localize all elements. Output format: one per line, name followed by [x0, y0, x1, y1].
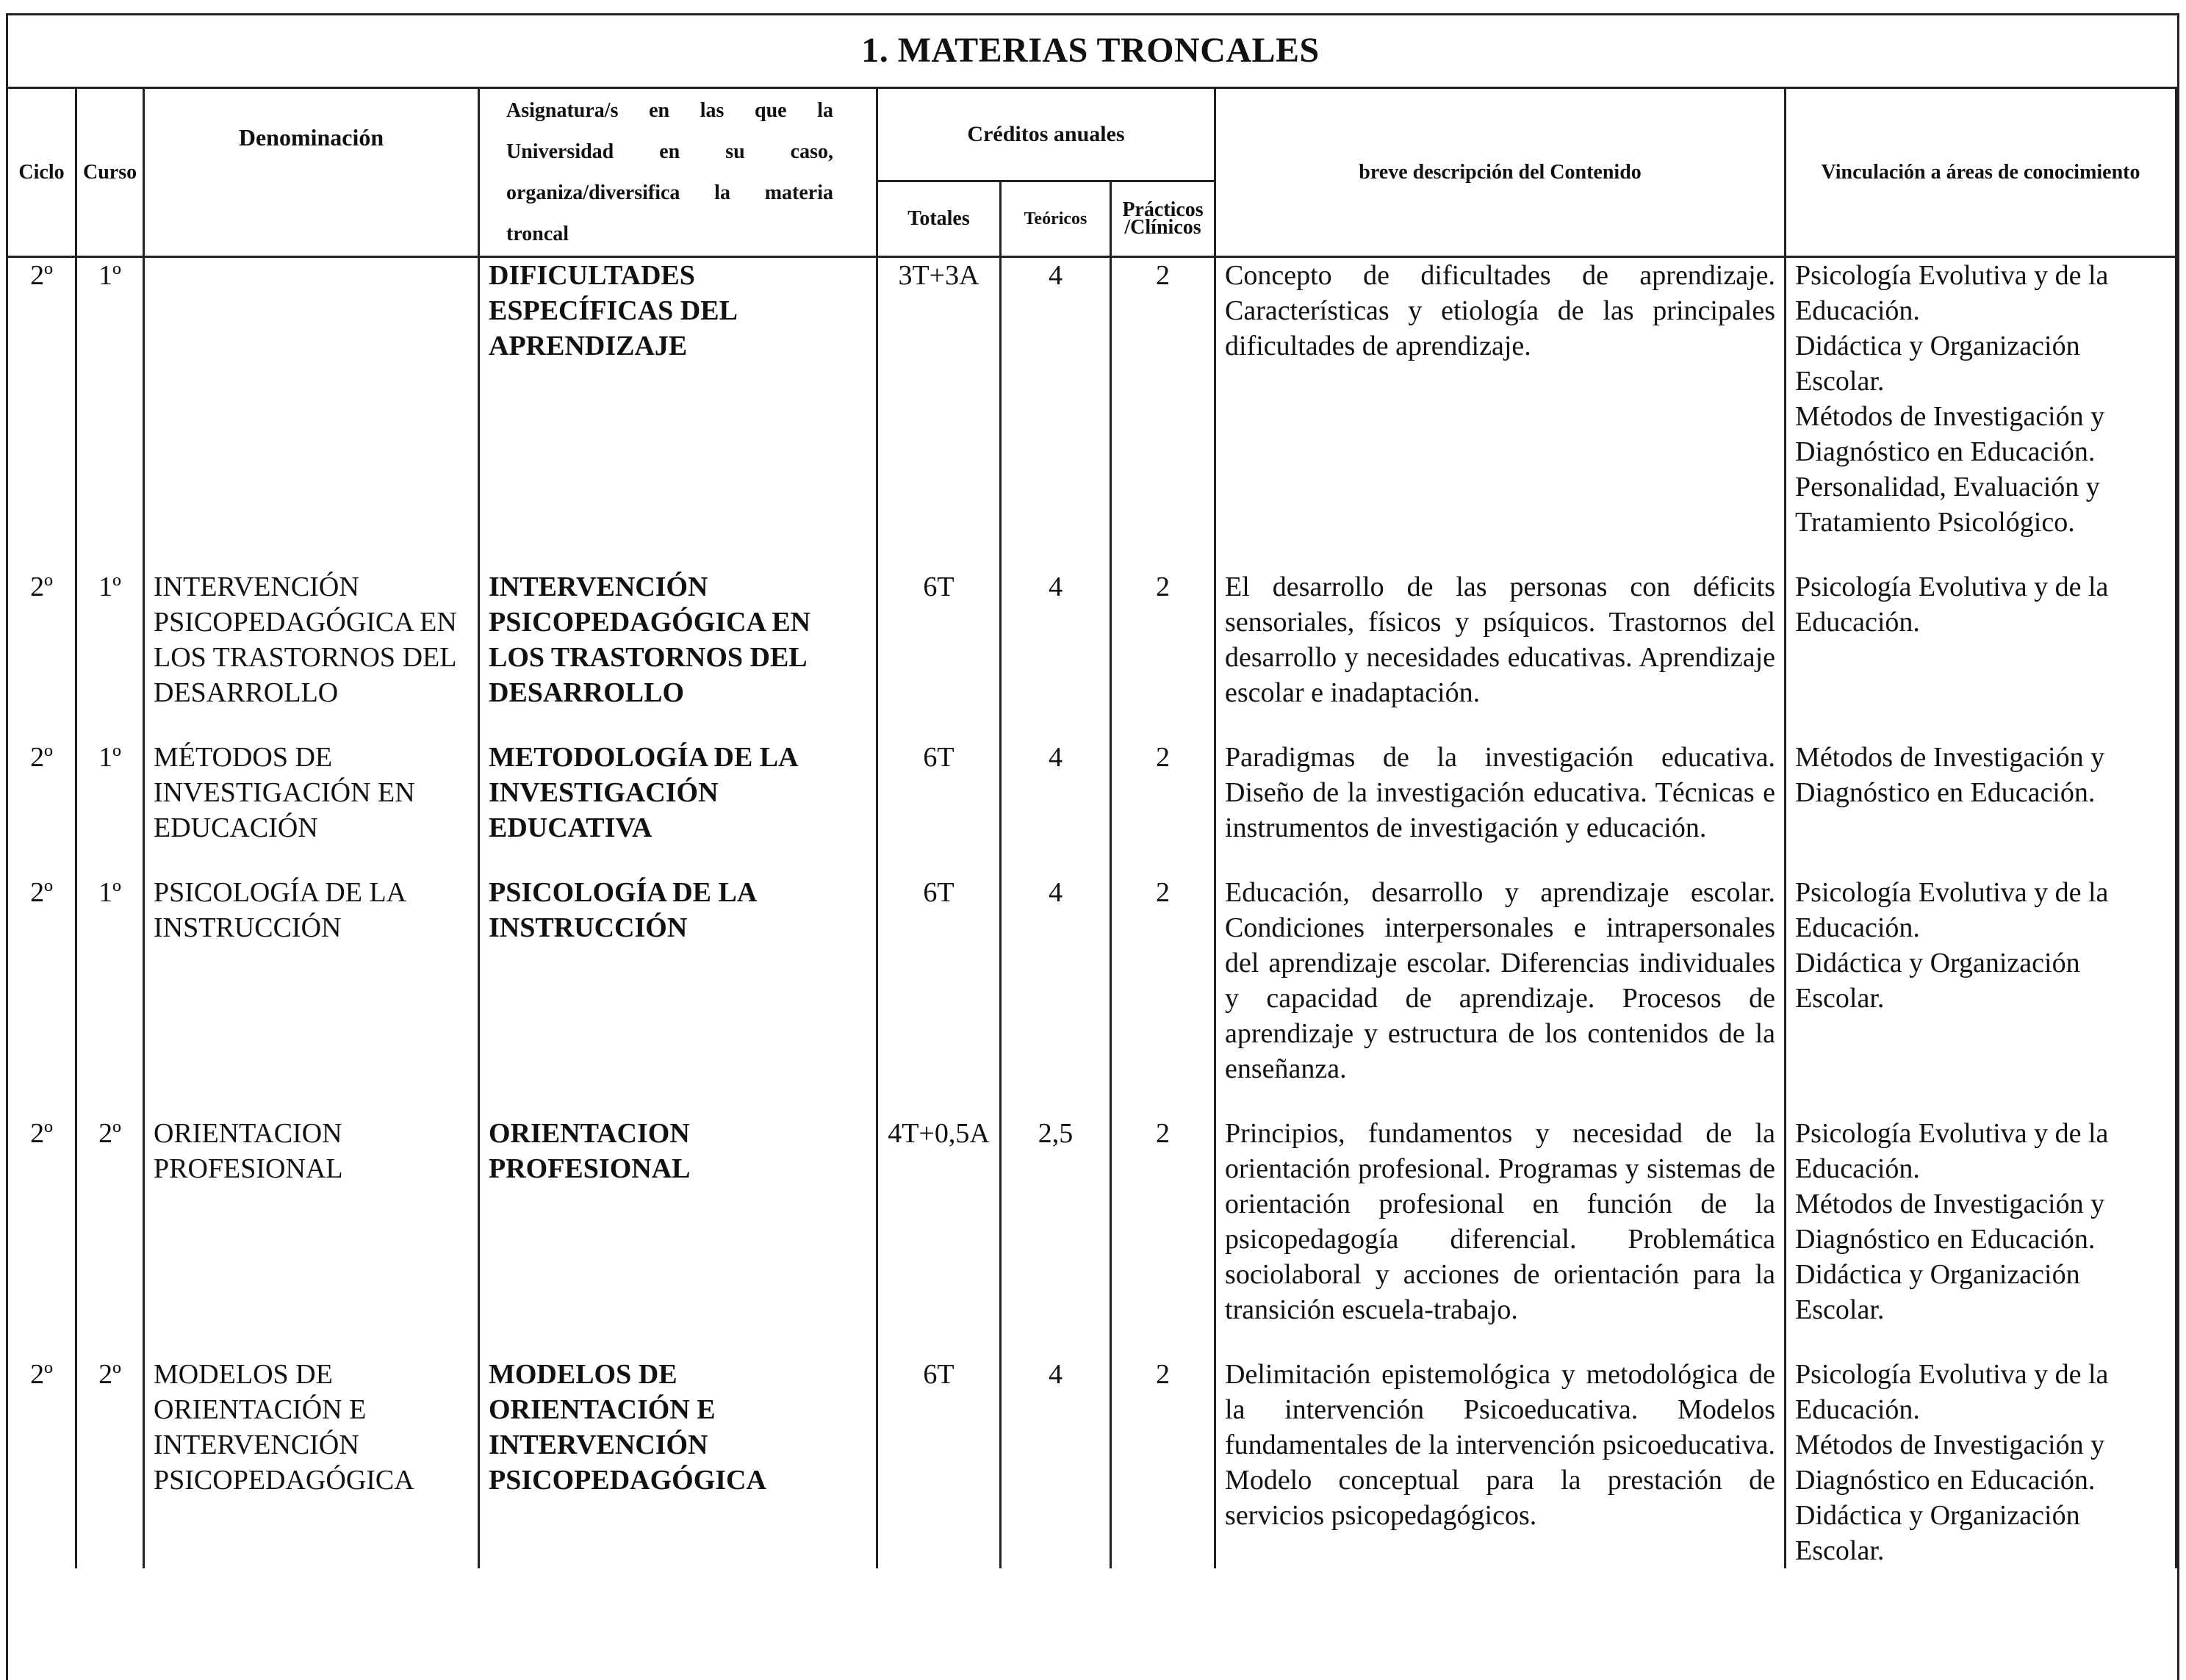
- cell-areas: [1786, 1357, 2176, 1568]
- row-spacer: [7, 710, 2176, 740]
- cell-denominacion: MÉTODOS DE INVESTIGACIÓN EN EDUCACIÓN: [144, 740, 479, 846]
- cell-practicos: 2: [1111, 257, 1215, 541]
- title-row: [6, 13, 2175, 89]
- cell-curso: 2º: [76, 1116, 144, 1327]
- header-asignatura: Asignatura/s en las que la Universidad en su caso, organiza/diversifica la materia troncal: [479, 88, 877, 257]
- cell-descripcion: Principios, fundamentos y necesidad de la orientación profesional. Programas y sistemas de orientación profesional en función de la psicopedagogía diferencial. Problemática sociolaboral y acciones de orientación para la transición escuela-trabajo.: [1215, 1116, 1786, 1327]
- cell-teoricos: 4: [1001, 257, 1111, 541]
- header-teoricos: Teóricos: [1001, 181, 1111, 257]
- area-item: Didáctica y Organización Escolar.: [1795, 331, 2080, 397]
- cell-denominacion: ORIENTACION PROFESIONAL: [144, 1116, 479, 1327]
- table-row: [7, 740, 2176, 846]
- table-row: [7, 1357, 2176, 1568]
- cell-descripcion: Paradigmas de la investigación educativa. Diseño de la investigación educativa. Técnicas e instrumentos de investigación y educación.: [1215, 740, 1786, 846]
- row-spacer: [7, 1086, 2176, 1116]
- area-item: Didáctica y Organización Escolar.: [1795, 948, 2080, 1014]
- cell-curso: 2º: [76, 1357, 144, 1568]
- area-item: Didáctica y Organización Escolar.: [1795, 1259, 2080, 1325]
- area-item: Métodos de Investigación y Diagnóstico en Educación.: [1795, 1430, 2105, 1496]
- header-curso: Curso: [76, 88, 144, 257]
- cell-totales: 6T: [877, 569, 1001, 710]
- page-title: 1. MATERIAS TRONCALES: [861, 30, 1320, 70]
- header-totales: Totales: [877, 181, 1001, 257]
- area-item: Métodos de Investigación y Diagnóstico en Educación.: [1795, 742, 2105, 808]
- table-row: [7, 875, 2176, 1086]
- header-ciclo: Ciclo: [7, 88, 76, 257]
- cell-asignatura: METODOLOGÍA DE LA INVESTIGACIÓN EDUCATIVA: [479, 740, 877, 846]
- area-item: Psicología Evolutiva y de la Educación.: [1795, 877, 2109, 943]
- cell-ciclo: 2º: [7, 569, 76, 710]
- cell-ciclo: 2º: [7, 740, 76, 846]
- area-item: Psicología Evolutiva y de la Educación.: [1795, 260, 2109, 326]
- cell-teoricos: 4: [1001, 740, 1111, 846]
- cell-practicos: 2: [1111, 740, 1215, 846]
- cell-descripcion: Educación, desarrollo y aprendizaje escolar. Condiciones interpersonales e intrapersonales del aprendizaje escolar. Diferencias individuales y capacidad de aprendizaje. Procesos de aprendizaje y estructura de los contenidos de la enseñanza.: [1215, 875, 1786, 1086]
- cell-totales: 6T: [877, 1357, 1001, 1568]
- cell-curso: 1º: [76, 257, 144, 541]
- cell-areas: [1786, 740, 2176, 846]
- cell-teoricos: 2,5: [1001, 1116, 1111, 1327]
- cell-practicos: 2: [1111, 1357, 1215, 1568]
- row-spacer: [7, 540, 2176, 569]
- table-row: [7, 1116, 2176, 1327]
- cell-descripcion: El desarrollo de las personas con déficits sensoriales, físicos y psíquicos. Trastornos del desarrollo y necesidades educativas. Aprendizaje escolar e inadaptación.: [1215, 569, 1786, 710]
- cell-teoricos: 4: [1001, 875, 1111, 1086]
- cell-asignatura: PSICOLOGÍA DE LA INSTRUCCIÓN: [479, 875, 877, 1086]
- cell-ciclo: 2º: [7, 257, 76, 541]
- materias-table: [6, 87, 2177, 1568]
- cell-totales: 3T+3A: [877, 257, 1001, 541]
- header-creditos: Créditos anuales: [877, 88, 1215, 181]
- cell-asignatura: DIFICULTADES ESPECÍFICAS DEL APRENDIZAJE: [479, 257, 877, 541]
- cell-denominacion: [144, 257, 479, 541]
- area-item: Métodos de Investigación y Diagnóstico en Educación.: [1795, 401, 2105, 467]
- area-item: Métodos de Investigación y Diagnóstico en Educación.: [1795, 1189, 2105, 1255]
- header-denominacion: Denominación: [144, 88, 479, 257]
- area-item: Didáctica y Organización Escolar.: [1795, 1500, 2080, 1566]
- cell-practicos: 2: [1111, 569, 1215, 710]
- cell-descripcion: Delimitación epistemológica y metodológica de la intervención Psicoeducativa. Modelos fundamentales de la intervención psicoeducativa. Modelo conceptual para la prestación de servicios psicopedagógicos.: [1215, 1357, 1786, 1568]
- header-vinculacion: Vinculación a áreas de conocimiento: [1786, 88, 2176, 257]
- cell-curso: 1º: [76, 740, 144, 846]
- area-item: Psicología Evolutiva y de la Educación.: [1795, 572, 2109, 638]
- area-item: Psicología Evolutiva y de la Educación.: [1795, 1118, 2109, 1184]
- cell-practicos: 2: [1111, 875, 1215, 1086]
- cell-asignatura: INTERVENCIÓN PSICOPEDAGÓGICA EN LOS TRASTORNOS DEL DESARROLLO: [479, 569, 877, 710]
- row-spacer: [7, 1327, 2176, 1357]
- cell-descripcion: Concepto de dificultades de aprendizaje. Características y etiología de las principales dificultades de aprendizaje.: [1215, 257, 1786, 541]
- cell-ciclo: 2º: [7, 1116, 76, 1327]
- header-descripcion: breve descripción del Contenido: [1215, 88, 1786, 257]
- cell-denominacion: PSICOLOGÍA DE LA INSTRUCCIÓN: [144, 875, 479, 1086]
- table-row: [7, 257, 2176, 541]
- cell-curso: 1º: [76, 569, 144, 710]
- cell-ciclo: 2º: [7, 1357, 76, 1568]
- cell-totales: 6T: [877, 875, 1001, 1086]
- table-row: [7, 569, 2176, 710]
- header-row: [7, 88, 2176, 181]
- cell-totales: 4T+0,5A: [877, 1116, 1001, 1327]
- cell-asignatura: ORIENTACION PROFESIONAL: [479, 1116, 877, 1327]
- cell-areas: [1786, 257, 2176, 541]
- cell-teoricos: 4: [1001, 1357, 1111, 1568]
- area-item: Personalidad, Evaluación y Tratamiento Psicológico.: [1795, 472, 2100, 538]
- cell-denominacion: MODELOS DE ORIENTACIÓN E INTERVENCIÓN PSICOPEDAGÓGICA: [144, 1357, 479, 1568]
- cell-ciclo: 2º: [7, 875, 76, 1086]
- cell-areas: [1786, 569, 2176, 710]
- cell-denominacion: INTERVENCIÓN PSICOPEDAGÓGICA EN LOS TRASTORNOS DEL DESARROLLO: [144, 569, 479, 710]
- cell-teoricos: 4: [1001, 569, 1111, 710]
- cell-totales: 6T: [877, 740, 1001, 846]
- cell-practicos: 2: [1111, 1116, 1215, 1327]
- row-spacer: [7, 846, 2176, 875]
- cell-areas: [1786, 1116, 2176, 1327]
- cell-asignatura: MODELOS DE ORIENTACIÓN E INTERVENCIÓN PSICOPEDAGÓGICA: [479, 1357, 877, 1568]
- cell-areas: [1786, 875, 2176, 1086]
- area-item: Psicología Evolutiva y de la Educación.: [1795, 1359, 2109, 1425]
- cell-curso: 1º: [76, 875, 144, 1086]
- header-practicos: Prácticos /Clínicos: [1111, 181, 1215, 257]
